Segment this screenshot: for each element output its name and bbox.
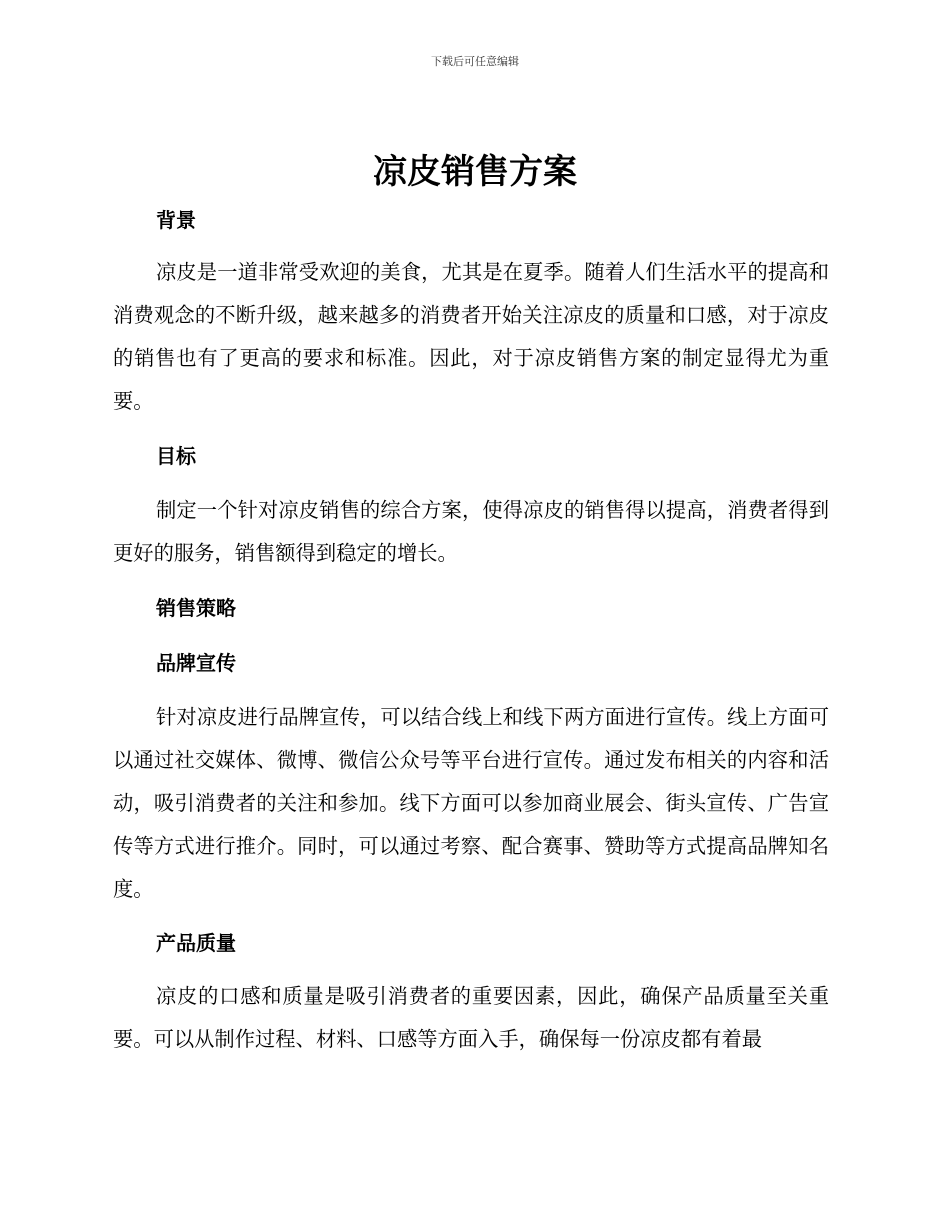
heading-branding: 品牌宣传 (156, 651, 236, 675)
heading-quality: 产品质量 (156, 931, 236, 955)
header-note: 下载后可任意编辑 (431, 55, 519, 68)
heading-background: 背景 (156, 208, 196, 232)
paragraph-background: 凉皮是一道非常受欢迎的美食，尤其是在夏季。随着人们生活水平的提高和消费观念的不断升级，越来越多的消费者开始关注凉皮的质量和口感，对于凉皮的销售也有了更高的要求和标准。因此，对于凉皮销售方案的制定显得尤为重要。 (113, 260, 829, 413)
paragraph-quality: 凉皮的口感和质量是吸引消费者的重要因素，因此，确保产品质量至关重要。可以从制作过程、材料、口感等方面入手，确保每一份凉皮都有着最 (113, 984, 829, 1051)
heading-goal: 目标 (156, 444, 196, 468)
paragraph-branding: 针对凉皮进行品牌宣传，可以结合线上和线下两方面进行宣传。线上方面可以通过社交媒体、微博、微信公众号等平台进行宣传。通过发布相关的内容和活动，吸引消费者的关注和参加。线下方面可以参加商业展会、街头宣传、广告宣传等方式进行推介。同时，可以通过考察、配合赛事、赞助等方式提高品牌知名度。 (113, 705, 829, 901)
heading-strategy: 销售策略 (156, 596, 236, 620)
document-title: 凉皮销售方案 (373, 152, 577, 192)
paragraph-goal: 制定一个针对凉皮销售的综合方案，使得凉皮的销售得以提高，消费者得到更好的服务，销售额得到稳定的增长。 (113, 498, 829, 565)
